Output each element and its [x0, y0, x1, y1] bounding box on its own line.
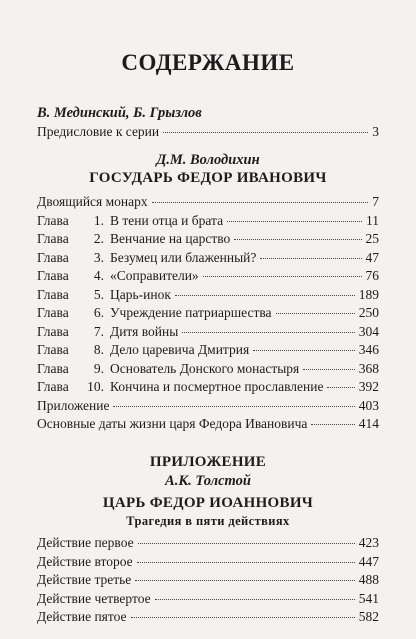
toc-entry-appendix[interactable] [37, 398, 379, 418]
page-number: 414 [358, 416, 379, 431]
dot-leader [234, 239, 361, 240]
chapter-number: 5. [93, 286, 104, 302]
toc-entry-preface[interactable] [37, 124, 379, 144]
page-number: 11 [366, 212, 379, 228]
dot-leader [253, 350, 355, 351]
entry-title: Предисловие к серии [37, 124, 160, 139]
part2-label: ПРИЛОЖЕНИЕ [149, 454, 267, 470]
toc-entry-act[interactable] [37, 572, 379, 592]
entry-title: Безумец или блаженный? [110, 249, 257, 265]
entry-title: Учреждение патриаршества [110, 305, 272, 320]
toc-entry-chapter[interactable] [37, 361, 379, 381]
toc-entry-dates[interactable] [37, 416, 379, 436]
entry-title: Действие третье [37, 572, 132, 587]
chapter-number: 4. [93, 268, 104, 283]
toc-entry-chapter[interactable] [37, 268, 379, 288]
dot-leader [276, 313, 355, 314]
dot-leader [227, 221, 362, 222]
entry-title: Действие второе [37, 553, 133, 569]
contents-heading: СОДЕРЖАНИЕ [121, 50, 295, 75]
chapter-label: Глава [37, 360, 69, 376]
chapter-number: 10. [87, 379, 104, 394]
page-number: 304 [358, 323, 379, 339]
dot-leader [131, 617, 355, 618]
dot-leader [303, 369, 354, 370]
chapter-label: Глава [37, 342, 69, 357]
dot-leader [135, 580, 354, 581]
part1-title: ГОСУДАРЬ ФЕДОР ИВАНОВИЧ [89, 170, 327, 186]
toc-entry-chapter[interactable] [37, 324, 379, 344]
chapter-number: 3. [93, 249, 104, 265]
page-number: 76 [365, 268, 379, 283]
part2-author: А.К. Толстой [165, 473, 251, 489]
toc-entry-act[interactable] [37, 554, 379, 574]
entry-title: Основатель Донского монастыря [110, 360, 300, 376]
page-number: 47 [365, 249, 379, 265]
dot-leader [138, 543, 355, 544]
chapter-label: Глава [37, 212, 69, 228]
toc-entry-chapter[interactable] [37, 342, 379, 362]
toc-entry-intro[interactable] [37, 194, 379, 214]
page-number: 7 [372, 194, 379, 209]
dot-leader [155, 599, 355, 600]
toc-entry-act[interactable] [37, 535, 379, 555]
page-number: 392 [358, 379, 379, 394]
toc-entry-chapter[interactable] [37, 231, 379, 251]
entry-title: Действие четвертое [37, 590, 151, 606]
page-number: 403 [358, 397, 379, 413]
dot-leader [113, 406, 354, 407]
entry-title: Двоящийся монарх [37, 194, 148, 209]
chapter-number: 9. [93, 360, 104, 376]
part2-subtitle: Трагедия в пяти действиях [126, 514, 290, 528]
chapter-label: Глава [37, 249, 69, 265]
page-number: 25 [365, 231, 379, 246]
dot-leader [152, 202, 369, 203]
chapter-number: 2. [93, 231, 104, 246]
chapter-label: Глава [37, 231, 69, 246]
entry-title: Царь-инок [110, 286, 171, 302]
entry-title: Основные даты жизни царя Федора Ивановича [37, 416, 308, 431]
page-number: 447 [358, 553, 379, 569]
toc-entry-act[interactable] [37, 591, 379, 611]
entry-title: «Соправители» [110, 268, 199, 283]
dot-leader [203, 276, 362, 277]
dot-leader [163, 132, 368, 133]
chapter-number: 1. [93, 212, 104, 228]
page-number: 541 [358, 590, 379, 606]
toc-entry-chapter[interactable] [37, 379, 379, 399]
dot-leader [137, 562, 355, 563]
entry-title: Действие первое [37, 535, 134, 550]
dot-leader [175, 295, 355, 296]
dot-leader [182, 332, 354, 333]
page-number: 189 [358, 286, 379, 302]
toc-entry-chapter[interactable] [37, 213, 379, 233]
page-number: 488 [358, 572, 379, 587]
chapter-label: Глава [37, 305, 69, 320]
page-number: 3 [372, 124, 379, 139]
entry-title: В тени отца и брата [110, 212, 224, 228]
page-number: 423 [358, 535, 379, 550]
dot-leader [311, 424, 354, 425]
entry-title: Кончина и посмертное прославление [110, 379, 324, 394]
entry-title: Дело царевича Дмитрия [110, 342, 250, 357]
chapter-label: Глава [37, 286, 69, 302]
chapter-label: Глава [37, 323, 69, 339]
chapter-number: 6. [93, 305, 104, 320]
page-number: 368 [358, 360, 379, 376]
dot-leader [260, 258, 361, 259]
chapter-number: 7. [93, 323, 104, 339]
chapter-number: 8. [93, 342, 104, 357]
toc-entry-chapter[interactable] [37, 250, 379, 270]
entry-title: Приложение [37, 397, 110, 413]
part1-author: Д.М. Володихин [156, 152, 260, 168]
page-number: 250 [358, 305, 379, 320]
entry-title: Венчание на царство [110, 231, 231, 246]
page-number: 346 [358, 342, 379, 357]
entry-title: Действие пятое [37, 609, 127, 624]
toc-entry-act[interactable] [37, 609, 379, 629]
entry-title: Дитя войны [110, 323, 179, 339]
series-author: В. Мединский, Б. Грызлов [37, 105, 202, 121]
toc-entry-chapter[interactable] [37, 305, 379, 325]
page-number: 582 [358, 609, 379, 624]
dot-leader [327, 387, 354, 388]
part2-title: ЦАРЬ ФЕДОР ИОАННОВИЧ [102, 495, 314, 511]
chapter-label: Глава [37, 268, 69, 283]
toc-entry-chapter[interactable] [37, 287, 379, 307]
chapter-label: Глава [37, 379, 69, 394]
